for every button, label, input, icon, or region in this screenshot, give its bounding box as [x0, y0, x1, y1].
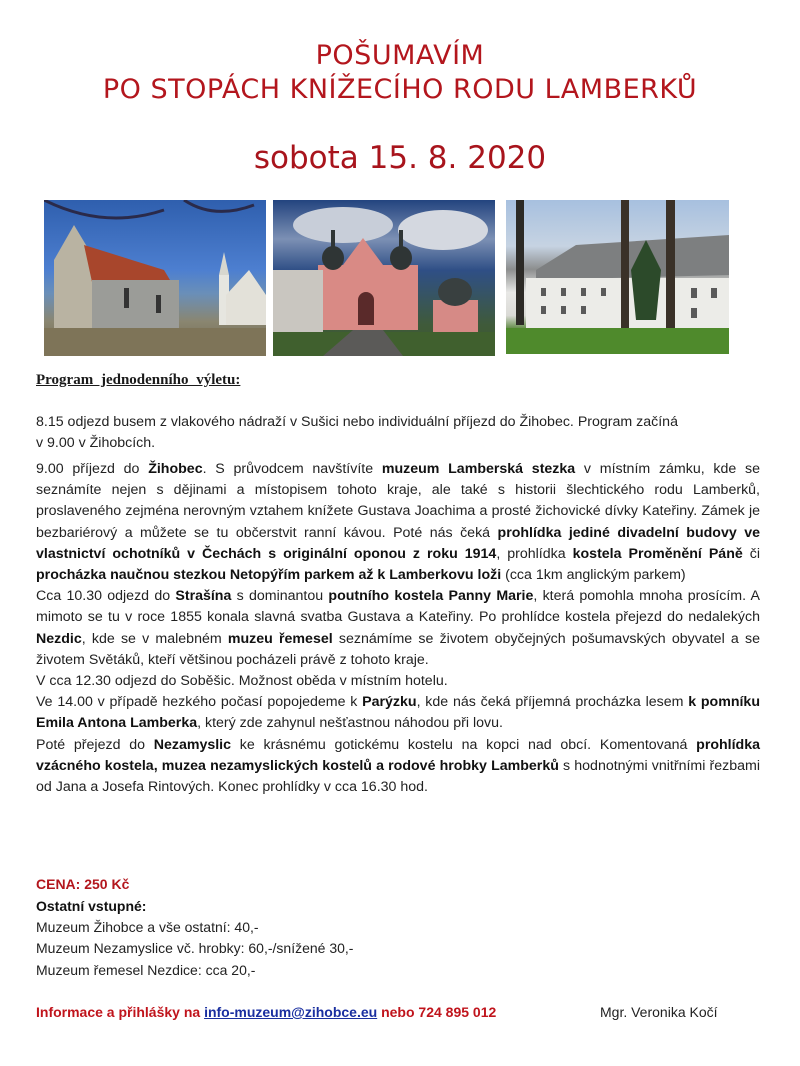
- place-strasin: Strašína: [175, 588, 232, 605]
- church-promeneni-pane: kostela Proměnění Páně: [572, 545, 743, 562]
- theatre-tour: prohlídka jediné divadelní budovy ve vlastnictví ochotníků v Čechách s originální oponou z roku 1914: [36, 524, 760, 562]
- fee-item: Muzeum řemesel Nezdice: cca 20,-: [36, 962, 256, 978]
- photo-church-zihobce: [44, 200, 266, 356]
- event-date: sobota 15. 8. 2020: [253, 140, 547, 176]
- text-span: s hodnotnými vnitřními řezbami od Jana a Josefa Rintových. Konec prohlídky v cca 16.30 hod.: [36, 757, 760, 796]
- text-span: Cca 10.30 odjezd do: [36, 588, 176, 605]
- place-nezdice: Nezdic: [36, 630, 82, 647]
- text-span: Ve 14.00 v případě hezkého počasí popojedeme k: [36, 694, 363, 711]
- pilgrimage-church: poutního kostela Panny Marie: [328, 588, 534, 605]
- flyer-title-line1: POŠUMAVÍM: [315, 40, 485, 71]
- email-link[interactable]: info-muzeum@zihobce.eu: [204, 1004, 378, 1020]
- text-span: , která pomohla mnoha prosícím. A mimoto se tu v roce 1855 konala slavná svatba Gustava a Kateřiny. Po prohlídce kostela přejezd do nedalekých: [36, 588, 760, 626]
- text-span: , prohlídka: [496, 545, 573, 562]
- museum-lamberska-stezka: muzeum Lamberská stezka: [381, 461, 576, 477]
- price-label: CENA: 250 Kč: [36, 876, 130, 892]
- fee-item: Muzeum Nezamyslice vč. hrobky: 60,-/snížené 30,-: [36, 940, 354, 956]
- contact-info: [36, 1004, 496, 1020]
- paragraph-paryzek: [36, 692, 760, 734]
- place-paryzek: Parýzku: [362, 694, 417, 711]
- text-span: či: [742, 545, 760, 562]
- text-span: Poté přejezd do: [36, 736, 154, 753]
- text-span: seznámíme se životem obyčejných pošumavských obyvatel a se životem Světáků, kteří většinou pocházeli právě z tohoto kraje.: [36, 630, 761, 668]
- text-span: , který zde zahynul nešťastnou náhodou při lovu.: [197, 715, 503, 732]
- church-illustration: [44, 200, 266, 356]
- baroque-church-illustration: [273, 200, 495, 356]
- text-span: s dominantou: [231, 588, 329, 605]
- text-span: v místním zámku, kde se seznámíte nejen s dějinami a místopisem tohoto kraje, ale také s historii šlechtického rodu Lamberků, proslaveného zejména nerovným vztahem knížete Gustava Joachima a prosté žichovické dívky Kateřiny. Zámek je bezbariérový a můžete se tu občerstvit ranní kávou. Poté nás čeká: [36, 461, 761, 541]
- flyer-title-line2: PO STOPÁCH KNÍŽECÍHO RODU LAMBERKŮ: [102, 74, 698, 105]
- text-span: ke krásnému gotickému kostelu na kopci nad obcí. Komentovaná: [231, 736, 697, 753]
- other-fees-heading: Ostatní vstupné:: [36, 898, 147, 914]
- text-span: , kde se v malebném: [81, 630, 228, 647]
- contact-phone: nebo 724 895 012: [377, 1004, 497, 1020]
- paragraph-sobesice: V cca 12.30 odjezd do Soběšic. Možnost oběda v místním hotelu.: [36, 673, 448, 690]
- intro-line2: v 9.00 v Žihobcích.: [36, 435, 156, 452]
- paragraph-strasin: [36, 586, 760, 671]
- photo-chateau-zihobce: [506, 200, 729, 354]
- text-span: , kde nás čeká příjemná procházka lesem: [416, 694, 689, 711]
- photo-church-strasin: [273, 200, 495, 356]
- paragraph-nezamyslice: [36, 735, 760, 799]
- text-span: (cca 1km anglickým parkem): [501, 567, 686, 584]
- bat-park-trail: procházka naučnou stezkou Netopýřím parkem až k Lamberkovu loži: [36, 567, 502, 584]
- church-museum-crypt-tour: prohlídka vzácného kostela, muzea nezamyslických kostelů a rodové hrobky Lamberků: [36, 736, 761, 774]
- contact-prefix: Informace a přihlášky na: [36, 1004, 205, 1020]
- place-nezamyslice: Nezamyslic: [153, 736, 232, 753]
- place-zihobec: Žihobec: [148, 461, 203, 477]
- intro-paragraph: [36, 412, 760, 454]
- intro-line1: 8.15 odjezd busem z vlakového nádraží v Sušici nebo individuální příjezd do Žihobec. Program začíná: [36, 414, 678, 430]
- signature: Mgr. Veronika Kočí: [600, 1004, 718, 1020]
- memorial-emil-anton: k pomníku Emila Antona Lamberka: [36, 694, 760, 732]
- crafts-museum: muzeu řemesel: [227, 630, 333, 647]
- program-heading: Program jednodenního výletu:: [36, 372, 241, 388]
- program-body: [36, 459, 760, 798]
- paragraph-zihobce: [36, 459, 760, 586]
- text-span: 9.00 příjezd do: [36, 461, 149, 477]
- chateau-illustration: [506, 200, 729, 354]
- text-span: . S průvodcem navštívíte: [202, 461, 382, 477]
- fee-item: Muzeum Žihobce a vše ostatní: 40,-: [36, 919, 259, 935]
